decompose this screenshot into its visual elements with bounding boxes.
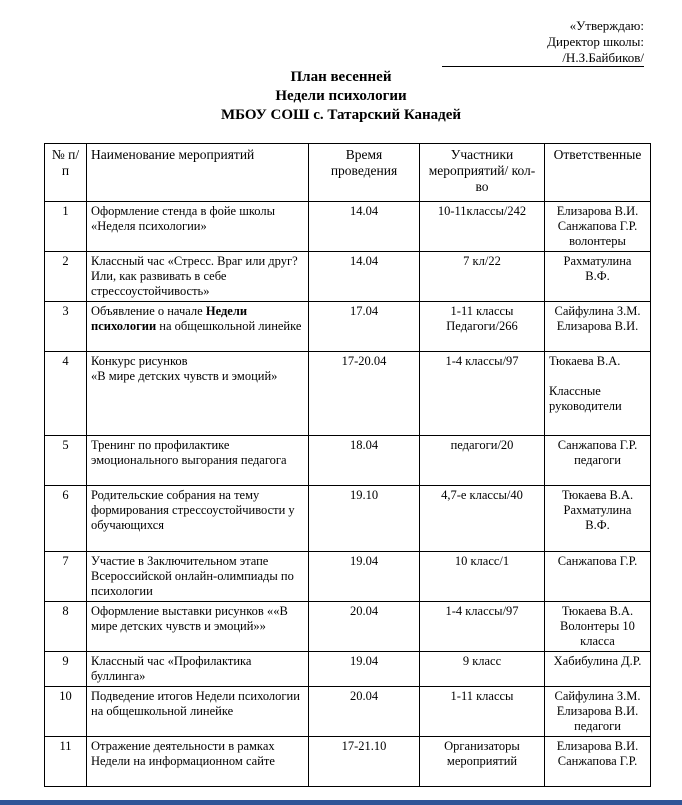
header-name: Наименование мероприятий bbox=[87, 144, 309, 202]
responsible-line: Сайфулина З.М. bbox=[554, 689, 641, 703]
event-responsible bbox=[545, 302, 651, 352]
event-name: Классный час «Профилактика буллинга» bbox=[87, 652, 309, 687]
event-participants bbox=[420, 302, 545, 352]
event-responsible bbox=[545, 486, 651, 552]
event-responsible bbox=[545, 352, 651, 436]
row-num: 8 bbox=[45, 602, 87, 652]
event-name: Участие в Заключительном этапе Всероссийской онлайн-олимпиады по психологии bbox=[87, 552, 309, 602]
responsible-line: Елизарова В.И. bbox=[556, 739, 639, 753]
header-num: № п/п bbox=[45, 144, 87, 202]
event-name-bold: Недели психологии bbox=[91, 304, 248, 333]
responsible-line: Сайфулина З.М. bbox=[554, 304, 641, 318]
responsible-line: Санжапова Г.Р. bbox=[557, 219, 638, 233]
event-responsible bbox=[545, 687, 651, 737]
table-row bbox=[45, 486, 651, 552]
event-time: 20.04 bbox=[309, 602, 420, 652]
table-row bbox=[45, 737, 651, 787]
row-num: 3 bbox=[45, 302, 87, 352]
responsible-line: Классные руководители bbox=[549, 384, 622, 413]
row-num: 4 bbox=[45, 352, 87, 436]
responsible-line: Санжапова Г.Р. bbox=[557, 554, 638, 568]
responsible-line: Тюкаева В.А. bbox=[561, 488, 634, 502]
title-line-2: Недели психологии bbox=[275, 88, 407, 104]
row-num: 11 bbox=[45, 737, 87, 787]
event-participants: педагоги/20 bbox=[420, 436, 545, 486]
responsible-line: Тюкаева В.А. bbox=[549, 354, 621, 368]
responsible-line: В.Ф. bbox=[585, 269, 610, 283]
row-num: 1 bbox=[45, 202, 87, 252]
event-name: Классный час «Стресс. Враг или друг? Или, как развивать в себе стрессоустойчивость» bbox=[87, 252, 309, 302]
responsible-line: волонтеры bbox=[569, 234, 626, 248]
event-participants: 4,7-е классы/40 bbox=[420, 486, 545, 552]
table-row bbox=[45, 652, 651, 687]
responsible-line: Тюкаева В.А. bbox=[561, 604, 634, 618]
responsible-line: Рахматулина bbox=[563, 503, 632, 517]
window-bottom-edge bbox=[0, 800, 682, 805]
event-responsible bbox=[545, 552, 651, 602]
header-time: Время проведения bbox=[309, 144, 420, 202]
event-name bbox=[87, 352, 309, 436]
event-name: Оформление выставки рисунков ««В мире детских чувств и эмоций»» bbox=[87, 602, 309, 652]
header-responsible: Ответственные bbox=[545, 144, 651, 202]
event-participants: 7 кл/22 bbox=[420, 252, 545, 302]
event-time: 19.04 bbox=[309, 552, 420, 602]
row-num: 6 bbox=[45, 486, 87, 552]
event-time: 14.04 bbox=[309, 252, 420, 302]
title-line-3: МБОУ СОШ с. Татарский Канадей bbox=[220, 107, 462, 123]
responsible-line: педагоги bbox=[574, 453, 621, 467]
table-row bbox=[45, 602, 651, 652]
responsible-line: Елизарова В.И. bbox=[556, 319, 639, 333]
event-responsible bbox=[545, 652, 651, 687]
event-responsible bbox=[545, 602, 651, 652]
events-table bbox=[44, 143, 651, 787]
event-name-line: «В мире детских чувств и эмоций» bbox=[91, 369, 278, 383]
responsible-line: Елизарова В.И. bbox=[556, 204, 639, 218]
participants-line: 1-11 классы bbox=[450, 304, 514, 318]
responsible-line: класса bbox=[580, 634, 615, 648]
event-name-part: Объявление о начале bbox=[91, 304, 206, 318]
document-title bbox=[0, 68, 682, 125]
approval-block bbox=[384, 18, 644, 67]
event-time: 20.04 bbox=[309, 687, 420, 737]
event-name-part: на общешкольной линейке bbox=[156, 319, 302, 333]
participants-line: Педагоги/266 bbox=[446, 319, 518, 333]
event-time: 18.04 bbox=[309, 436, 420, 486]
row-num: 9 bbox=[45, 652, 87, 687]
event-participants: 9 класс bbox=[420, 652, 545, 687]
event-name bbox=[87, 302, 309, 352]
responsible-line: Елизарова В.И. bbox=[556, 704, 639, 718]
table-row bbox=[45, 302, 651, 352]
event-participants: 10-11классы/242 bbox=[420, 202, 545, 252]
responsible-line: Хабибулина Д.Р. bbox=[553, 654, 642, 668]
event-participants: Организаторы мероприятий bbox=[420, 737, 545, 787]
event-time: 14.04 bbox=[309, 202, 420, 252]
approval-line-1: «Утверждаю: bbox=[569, 18, 644, 33]
event-participants: 1-11 классы bbox=[420, 687, 545, 737]
row-num: 7 bbox=[45, 552, 87, 602]
event-name: Родительские собрания на тему формирования стрессоустойчивости у обучающихся bbox=[87, 486, 309, 552]
table-row bbox=[45, 552, 651, 602]
event-responsible bbox=[545, 252, 651, 302]
responsible-line: В.Ф. bbox=[585, 518, 610, 532]
responsible-line: Рахматулина bbox=[563, 254, 632, 268]
approval-line-2: Директор школы: bbox=[547, 34, 644, 49]
responsible-line: педагоги bbox=[574, 719, 621, 733]
table-row bbox=[45, 352, 651, 436]
event-time: 19.10 bbox=[309, 486, 420, 552]
event-name-line: Конкурс рисунков bbox=[91, 354, 188, 368]
table-row bbox=[45, 687, 651, 737]
event-time: 17-20.04 bbox=[309, 352, 420, 436]
director-signature: /Н.З.Байбиков/ bbox=[442, 50, 644, 67]
table-row bbox=[45, 436, 651, 486]
responsible-line: Санжапова Г.Р. bbox=[557, 438, 638, 452]
event-name: Оформление стенда в фойе школы «Неделя психологии» bbox=[87, 202, 309, 252]
header-participants: Участники мероприятий/ кол-во bbox=[420, 144, 545, 202]
event-name: Тренинг по профилактике эмоционального выгорания педагога bbox=[87, 436, 309, 486]
event-name: Подведение итогов Недели психологии на общешкольной линейке bbox=[87, 687, 309, 737]
event-responsible bbox=[545, 202, 651, 252]
row-num: 10 bbox=[45, 687, 87, 737]
responsible-line: Волонтеры 10 bbox=[560, 619, 635, 633]
title-line-1: План весенней bbox=[290, 69, 392, 85]
event-participants: 1-4 классы/97 bbox=[420, 602, 545, 652]
event-name: Отражение деятельности в рамках Недели на информационном сайте bbox=[87, 737, 309, 787]
event-time: 17.04 bbox=[309, 302, 420, 352]
event-time: 17-21.10 bbox=[309, 737, 420, 787]
row-num: 2 bbox=[45, 252, 87, 302]
table-row bbox=[45, 202, 651, 252]
event-time: 19.04 bbox=[309, 652, 420, 687]
event-responsible bbox=[545, 436, 651, 486]
event-participants: 10 класс/1 bbox=[420, 552, 545, 602]
responsible-line: Санжапова Г.Р. bbox=[557, 754, 638, 768]
table-row bbox=[45, 252, 651, 302]
event-responsible bbox=[545, 737, 651, 787]
event-participants: 1-4 классы/97 bbox=[420, 352, 545, 436]
row-num: 5 bbox=[45, 436, 87, 486]
